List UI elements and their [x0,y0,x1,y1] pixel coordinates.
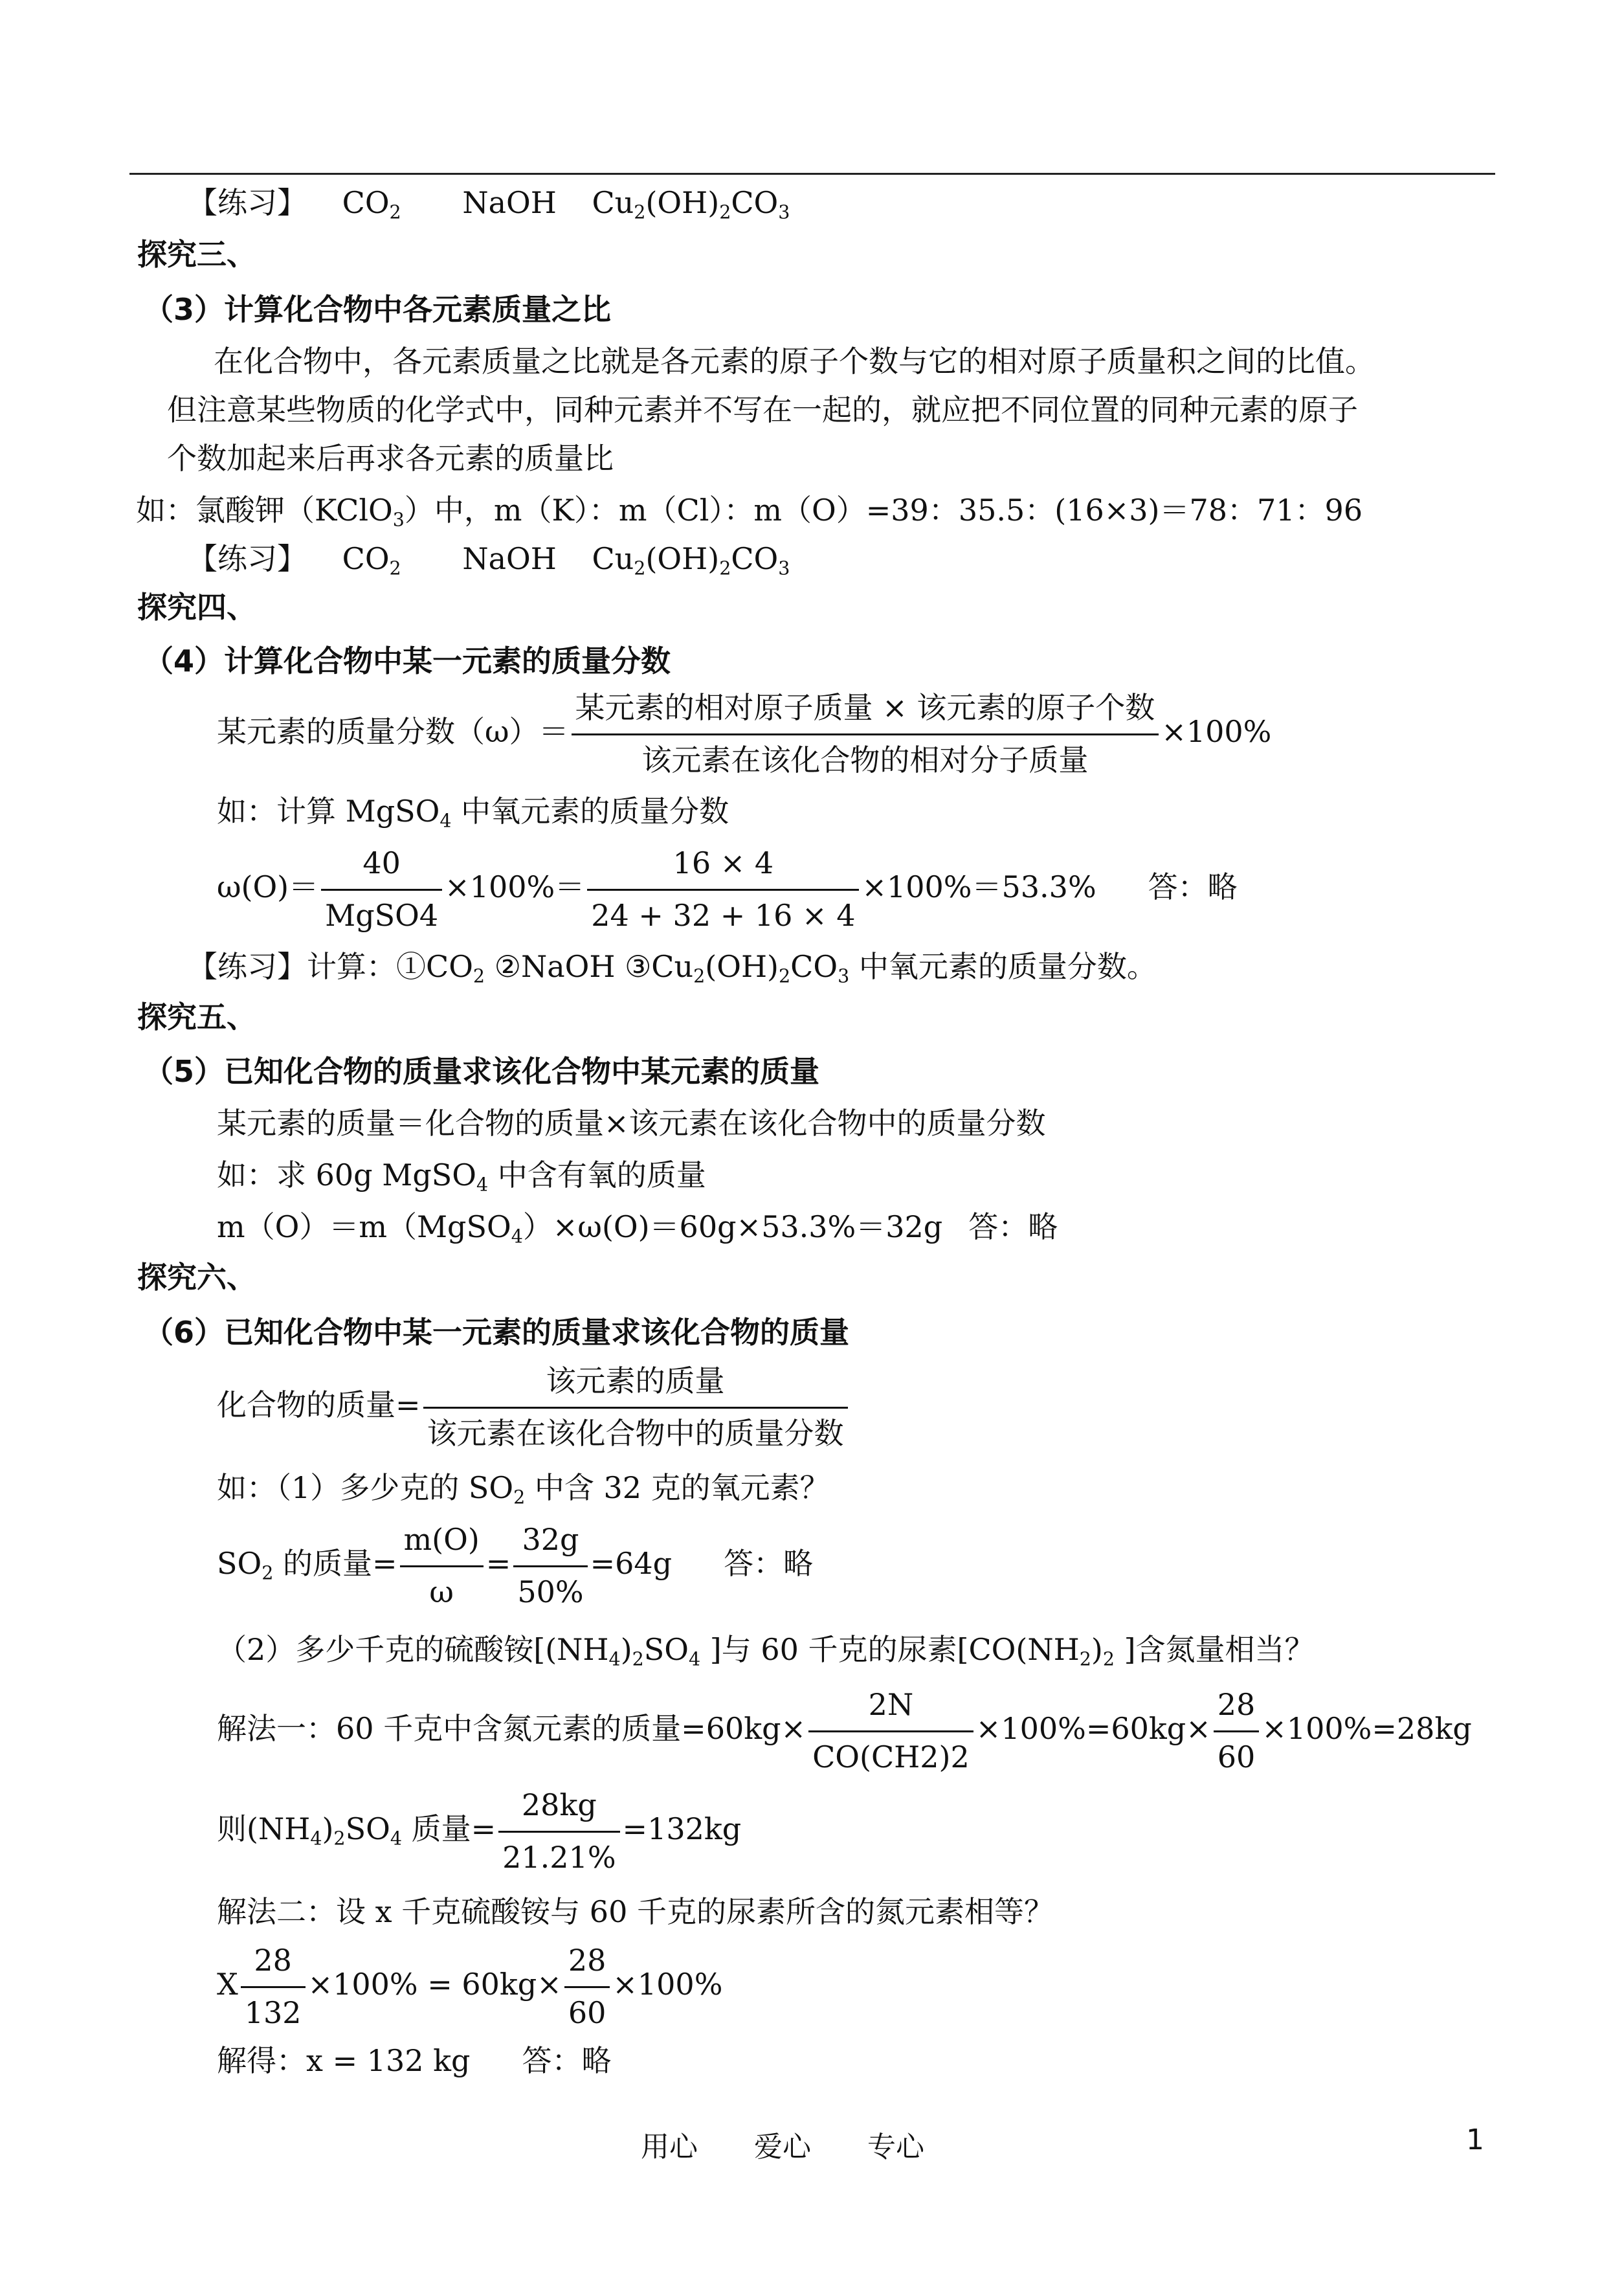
subscript: 4 [310,1828,322,1850]
subscript: 2 [634,201,646,223]
subscript: 4 [608,1648,621,1670]
paragraph: 但注意某些物质的化学式中，同种元素并不写在一起的，就应把不同位置的同种元素的原子 [167,392,1358,427]
header-rule [129,173,1495,175]
text: ×100% [612,1967,723,2002]
subscript: 2 [261,1562,274,1584]
denominator: 24 + 32 + 16 × 4 [591,897,856,933]
denominator: 60 [568,1995,606,2030]
text: 如：求 60g MgSO [217,1158,476,1192]
text: ×100%＝53.3% [862,869,1096,904]
fraction [564,1942,610,2031]
denominator: 21.21% [502,1839,616,1875]
numerator: 28 [1214,1686,1260,1732]
fraction [498,1787,619,1876]
rule-line: 某元素的质量＝化合物的质量×该元素在该化合物中的质量分数 [217,1106,1046,1141]
footer-motto-1: 用心 [641,2131,698,2164]
method-two-line: 解法二：设 x 千克硫酸铵与 60 千克的尿素所含的氮元素相等？ [217,1894,1054,1929]
text: 中含有氧的质量 [488,1158,706,1192]
section-title: （4）计算化合物中某一元素的质量分数 [144,643,671,678]
method-one-line [217,1686,1472,1776]
practice-label: 【练习】 [188,185,307,220]
text: 化合物的质量= [217,1387,421,1422]
denominator: 132 [244,1995,302,2030]
numerator: m(O) [400,1521,484,1567]
solution-line [217,2043,612,2078]
example-line [217,794,729,832]
fraction [400,1521,484,1611]
subscript: 3 [838,965,850,987]
practice-line [188,541,790,579]
text: ) [1091,1632,1103,1667]
text: 解法一：60 千克中含氮元素的质量=60kg× [217,1711,806,1746]
subscript: 2 [333,1828,346,1850]
calc-line [217,845,1238,934]
text: m（O）＝m（MgSO [217,1209,511,1244]
numerator: 28 [564,1942,610,1988]
subscript: 2 [389,201,401,223]
formula: CO [342,185,390,220]
text: = [485,1546,511,1581]
text: 如：氯酸钾（KClO [136,493,393,528]
mass-fraction-formula [217,689,1271,779]
subscript: 3 [392,509,405,531]
formula: NaOH [462,541,557,576]
answer: 答：略 [724,1546,814,1581]
denominator: 50% [517,1574,584,1609]
text: ×100% = 60kg× [307,1967,562,2002]
text: SO [345,1811,390,1846]
fraction [808,1686,973,1776]
numerator: 32g [513,1521,587,1567]
text: 中氧元素的质量分数 [451,794,729,829]
text: 【练习】计算：①CO [188,949,473,984]
section-heading: 探究五、 [137,1000,256,1035]
numerator: 28 [241,1942,306,1988]
example-line [136,493,1363,531]
text: ×100%=60kg× [975,1711,1211,1746]
text: 如：计算 MgSO [217,794,440,829]
denominator: 该元素在该化合物的相对分子质量 [641,742,1089,777]
fraction [423,1363,848,1452]
text: （2）多少千克的硫酸铵[(NH [217,1632,609,1667]
section-title: （6）已知化合物中某一元素的质量求该化合物的质量 [144,1315,850,1350]
section-heading: 探究四、 [137,590,256,625]
section-heading: 探究三、 [137,237,256,272]
formula: Cu [592,185,634,220]
subscript: 4 [476,1174,489,1196]
text: 则(NH [217,1811,311,1846]
subscript: 2 [389,557,401,579]
subscript: 2 [1102,1648,1115,1670]
numerator: 该元素的质量 [423,1363,848,1409]
answer: 答：略 [968,1209,1058,1244]
text: ]与 60 千克的尿素[CO(NH [700,1632,1080,1667]
text: ×100% [1161,714,1272,749]
text: 中含 32 克的氧元素？ [525,1470,830,1505]
formula: (OH) [645,185,720,220]
text: ）×ω(O)＝60g×53.3%＝32g [522,1209,943,1244]
subscript: 2 [719,557,731,579]
text: 如：（1）多少克的 SO [217,1470,514,1505]
formula: CO [731,541,779,576]
denominator: MgSO4 [325,897,439,933]
text: ×100%＝ [445,869,585,904]
fraction [572,689,1159,779]
text: =132kg [622,1811,742,1846]
text: 中氧元素的质量分数。 [849,949,1157,984]
example-line [217,1158,706,1196]
text: =64g [590,1546,673,1581]
denominator: ω [429,1574,454,1609]
numerator: 28kg [498,1787,619,1833]
method-one-result [217,1787,741,1876]
text: ）中，m（K）：m（Cl）：m（O）=39：35.5：(16×3)＝78：71：96 [404,493,1363,528]
subscript: 4 [511,1225,523,1247]
numerator: 16 × 4 [587,845,859,891]
method-two-equation [217,1942,722,2031]
footer-motto-2: 爱心 [754,2131,811,2164]
text: 质量= [401,1811,496,1846]
subscript: 2 [719,201,731,223]
paragraph: 个数加起来后再求各元素的质量比 [167,441,614,476]
formula: NaOH [462,185,557,220]
formula: CO [342,541,390,576]
text: 某元素的质量分数（ω）＝ [217,714,569,749]
compound-mass-formula [217,1363,851,1452]
subscript: 2 [632,1648,644,1670]
text: ) [322,1811,334,1846]
text: ω(O)＝ [217,869,319,904]
answer: 答：略 [522,2043,612,2078]
fraction [321,845,442,934]
answer: 答：略 [1148,869,1238,904]
question-line [217,1470,830,1508]
subscript: 2 [779,965,791,987]
practice-label: 【练习】 [188,541,307,576]
subscript: 2 [513,1486,526,1508]
text: 的质量= [273,1546,397,1581]
text: SO [643,1632,689,1667]
subscript: 2 [634,557,646,579]
calc-line [217,1209,1058,1247]
practice-line [188,949,1157,987]
subscript: 2 [693,965,706,987]
numerator: 40 [321,845,442,891]
text: 解得：x = 132 kg [217,2043,471,2078]
subscript: 2 [473,965,485,987]
formula: Cu [592,541,634,576]
text: ]含氮量相当？ [1114,1632,1315,1667]
denominator: CO(CH2)2 [812,1739,970,1774]
page-number: 1 [1466,2123,1484,2156]
formula: (OH) [645,541,720,576]
denominator: 60 [1217,1739,1256,1774]
section-heading: 探究六、 [137,1260,256,1295]
footer-motto-3: 专心 [867,2131,924,2164]
practice-line [188,185,790,223]
fraction [1214,1686,1260,1776]
calc-line [217,1521,813,1611]
subscript: 4 [390,1828,402,1850]
fraction [241,1942,306,2031]
fraction [587,845,859,934]
paragraph: 在化合物中，各元素质量之比就是各元素的原子个数与它的相对原子质量积之间的比值。 [214,344,1375,379]
section-title: （5）已知化合物的质量求该化合物中某元素的质量 [144,1054,820,1089]
subscript: 3 [778,557,790,579]
text: SO [217,1546,262,1581]
text: (OH) [705,949,779,984]
subscript: 3 [778,201,790,223]
subscript: 4 [439,810,452,832]
question-line [217,1632,1315,1670]
formula: CO [731,185,779,220]
text: X [217,1967,238,2002]
numerator: 某元素的相对原子质量 × 该元素的原子个数 [572,689,1159,735]
numerator: 2N [808,1686,973,1732]
subscript: 4 [689,1648,701,1670]
section-title: （3）计算化合物中各元素质量之比 [144,292,612,327]
text: ) [620,1632,632,1667]
fraction [513,1521,587,1611]
text: CO [790,949,838,984]
denominator: 该元素在该化合物中的质量分数 [427,1415,844,1451]
text: ②NaOH ③Cu [485,949,694,984]
subscript: 2 [1079,1648,1091,1670]
text: ×100%=28kg [1262,1711,1472,1746]
